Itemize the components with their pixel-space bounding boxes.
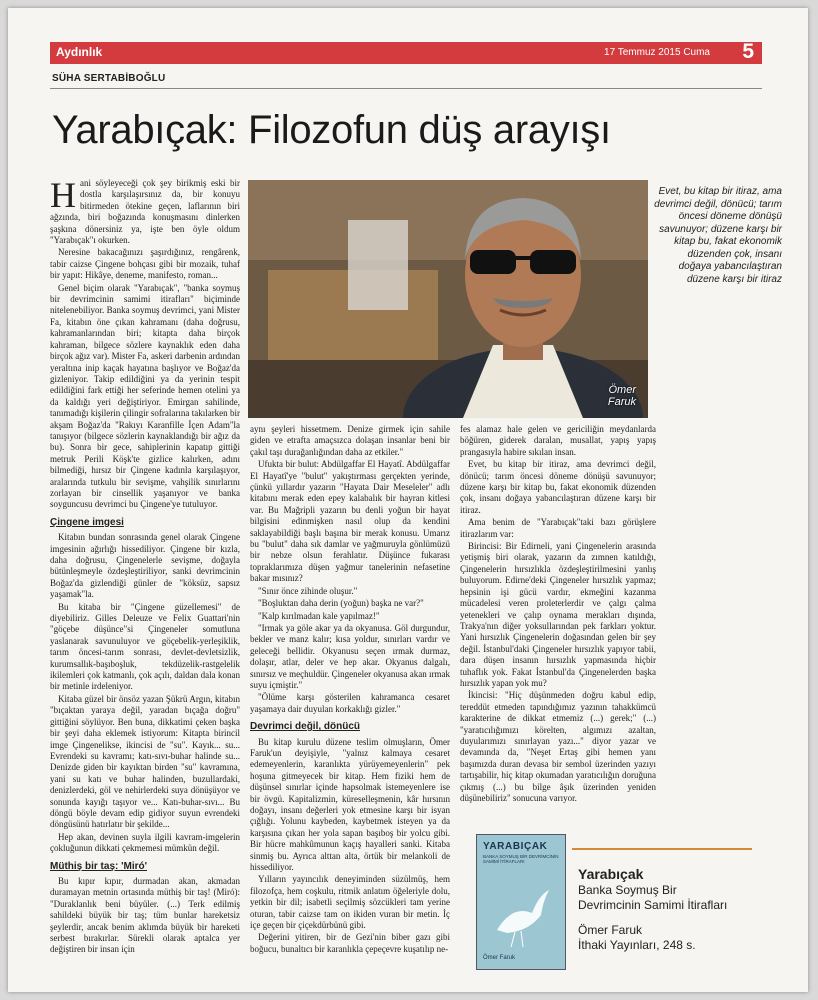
- paragraph: Bu kitap kurulu düzene teslim olmuşların, Ömer Faruk'un deyişiyle, "yalnız kalmaya cesaret edemeyenlerin, karanlıkta yürüyemeyenlerin" pek hoşuna gitmeyecek bir kitap. Hem fiziki hem de düşünsel sınırlar içinde hapsolmak istemeyenlere ise bir övgü. Kapitalizmin, küreselleşmenin, kâr hırsının doğayı, insanı değerleri yok etmesine karşı bir isyan çığlığı. Yolunu kaybeden, kaybetmek isteyen ya da karşısına çıkan her yola sapan başıboş bir yolcu gibi. Bir hücre mahkûmunun kaçış hayalleri sanki. Kitaba sinmiş bu. Ayrıca alttan alta, örtük bir melankoli de hissediliyor.: [250, 736, 450, 873]
- paragraph: "Sınır önce zihinde oluşur.": [258, 585, 358, 596]
- article-headline: Yarabıçak: Filozofun düş arayışı: [52, 108, 611, 152]
- article-column-2: [250, 424, 450, 956]
- paragraph: aynı şeyleri hissetmem. Denize girmek için sahile giden ve etrafta amaçsızca dolaşan insanlar beni bir çakıl taşı durağanlığından daha az etkiler.": [250, 424, 450, 457]
- masthead-bar: [50, 42, 762, 64]
- author-photo: [248, 180, 648, 418]
- paragraph: Neresine bakacağınızı şaşırdığınız, rengârenk, tabir caizse Çingene bohçası gibi bir mozaik, tuhaf bir yapıt: Hikâye, deneme, manifesto, roman...: [50, 247, 240, 281]
- book-details: [578, 866, 727, 953]
- paragraph: "Boşluktan daha derin (yoğun) başka ne var?": [258, 598, 424, 609]
- book-author: Ömer Faruk: [578, 923, 643, 937]
- newspaper-brand: Aydınlık: [56, 45, 103, 59]
- paragraph: Değerini yitiren, bir de Gezi'nin biber gazı gibi boğucu, bunaltıcı bir karanlıkla çepeçevre kuşatılıp ne-: [250, 932, 450, 954]
- paragraph: Genel biçim olarak "Yarabıçak", "banka soymuş bir devrimcinin samimi itirafları" biçiminde nitelenebiliyor. Banka soymuş devrimci, yani Mister Fa, kitabın öne çıkan kahramanı (daha doğrusu, kahramanlarından biri; kitapta daha birçok kahraman, bilgece sözlere kaynaklık eden daha birçok ağız var). Mister Fa, askeri darbenin ardından yeraltına inip kaçak hayatına başlıyor ve Boğaz'da gizleniyor. Takip edildiğini ya da yerinin tespit edildiğini fark ettiği her seferinde hemen otelini ya da kaldığı yeri değiştiriyor. Emirgan sahilinde, tanımadığı kişilerin çilingir sofralarına takılarken bir akşam Boğaz'da "Rakıyı Karanfille İçen Adam"la tanışıyor (bilgece sözlerin kaynaklandığı bir ağız da bu). Sonra bir gece, sahiplerinin kapatıp gittiği metruk Perili Köşk'te gizlice kalırken, adını bilmediği, hırsız bir Çingene kadınla karşılaşıyor, aralarında tutkulu bir sevişme, vahşilik sınırlarını zorlayan bir cinsellik yaşanıyor ve banka soyguncusu devrimci bu Çingene'ye tutuluyor.: [50, 282, 240, 510]
- book-divider: [572, 848, 752, 850]
- subheading: Devrimci değil, dönücü: [250, 721, 361, 733]
- cover-author: Ömer Faruk: [483, 955, 516, 961]
- caption-line: Ömer: [608, 384, 636, 396]
- paragraph: "Kalp kırılmadan kale yapılmaz!": [258, 610, 380, 621]
- article-column-3: [460, 424, 656, 805]
- paragraph: Kitabın bundan sonrasında genel olarak Çingene imgesinin ağırlığı hissediliyor. Çingene bir kızla, daha doğrusu, Çingenelerle sevişme, doğayla bütünleşmeyle özdeşleştiriliyor, sanki devrimcinin Boğaz'da gizlendiği günler de "köksüz, sapsız yaşamak"la.: [50, 532, 240, 600]
- cover-subtitle: BANKA SOYMUŞ BİR DEVRİMCİNİN SAMİMİ İTİRAFLARI: [483, 854, 559, 864]
- book-publisher: İthaki Yayınları, 248 s.: [578, 938, 696, 952]
- paragraph: Bu kitaba bir "Çingene güzellemesi" de diyebiliriz. Gilles Deleuze ve Felix Guattari'nin "göçebe düşünce"si Çingeneler somutluna yaslanarak savunuluyor ve göçebelik-yerleşiklik, tarım öncesi-tarım sonrası, devlet-devletsizlik, kurumsallık-başıboşluk, tekdüzelik-rastgelelik ikilemleri çok katmanlı, çok açılı, daldan dala konan bir metinle irdeleniyor.: [50, 601, 240, 692]
- subheading: Müthiş bir taş: 'Miró': [50, 860, 147, 872]
- paragraph: Bu kıpır kıpır, durmadan akan, akmadan duramayan metnin ortasında müthiş bir taş! (Miró): "Duraklanlık beni büyüler. (...) Terk edilmiş sahildeki büyük bir taş; tüm bunlar hareketsiz şeylerdir, ancak benim aklımda büyük bir hareketi serbest bırakırlar. Sürekli olarak aptalca yer değiştiren bir insan için: [50, 875, 240, 955]
- book-subtitle: Banka Soymuş Bir: [578, 883, 677, 897]
- book-info-box: [476, 834, 776, 984]
- drop-cap: H: [50, 175, 76, 215]
- paragraph: ani söyleyeceği çok şey birikmiş eski bir dostla karşılaşırsınız da, bir konuyu bitirmeden ötekine geçen, laflarının biri ağzında, biri boğazında konuşmasını dinlerken şaşkına dönersiniz ya, işte ben öyle oldum "Yarabıçak"ı okurken.: [50, 178, 240, 246]
- article-column-1: [50, 175, 240, 957]
- portrait-illustration: [248, 180, 648, 418]
- paragraph: Yılların yayıncılık deneyiminden süzülmüş, hem filozofça, hem coşkulu, ritmik anlatım öğeleriyle dolu, yetkin bir dil; isabetli seçilmiş sözcükleri tam yerine oturan, tabir caizse tam on ikiden vuran bir metin. İç içe geçen bir çiçekdürbünü gibi.: [250, 874, 450, 931]
- paragraph: Hep akan, devinen suyla ilgili kavram-imgelerin çokluğunun dikkati çekmemesi mümkün değil.: [50, 831, 240, 854]
- paragraph: Kitaba güzel bir önsöz yazan Şükrü Argın, kitabın "bıçaktan yaraya değil, yaradan bıçağa doğru" gittiğini söylüyor. Ben buna, dikkatimi çeken başka bir şeyi daha eklemek istiyorum: Kitapta birincil imge Çingenelikse, ikincisi de "su". Kayık... su... Evrendeki su kavramı; katı-sıvı-buhar halinde su... Denizde giden bir kayıktan birden "su" kavramına, yani su katı ve buhar halinden, buzullardaki, denizlerdeki, göl ve nehirlerdeki suya dönüşüyor ve sonunda kayığı taşıyor ve... Katı-buhar-sıvı... Bu döngü böyle devam edip gidiyor suyun evrendeki döngüsünü hatırlatır bir şekilde...: [50, 693, 240, 830]
- heron-icon: [477, 835, 565, 969]
- paragraph: Ufukta bir bulut: Abdülgaffar El Hayatî. Abdülgaffar El Hayatî'ye "bulut" yakıştırması gerçekten yerinde, çünkü yıllardır yazarın "Hayata Dair Meseleler" adlı kitabını merak eden epey kalabalık bir hayran kitlesi var. Bu Mağripli yazarın bu denli yoğun bir hayat bilgisini edinmişken nasıl olup da kendini saklayabildiği başlı başına bir merak konusu. Umarız bu "bulut" daha sık damlar ve yağmuruyla gönlümüzü bir nebze olsun ferahlatır. Düşünce fukarası topraklarımıza düşen yağmur tanelerinin nefasetine bakar mısınız?: [250, 459, 450, 584]
- paragraph: Ama benim de "Yarabıçak"taki bazı görüşlere itirazlarım var:: [460, 517, 656, 539]
- paragraph: "Ölüme karşı gösterilen kahramanca cesaret yaşamaya dair duyulan korkaklığı gizler.": [250, 692, 450, 714]
- author-byline: SÜHA SERTABİBOĞLU: [52, 73, 166, 84]
- book-title: Yarabıçak: [578, 866, 644, 882]
- caption-line: Faruk: [607, 396, 636, 408]
- paragraph: Birincisi: Bir Edirneli, yani Çingenelerin arasında yetişmiş biri olarak, yazarın da zımnen katıldığı, Çingenelerin hırsızlıkla özdeşleştirilmesini yanlış buluyorum. Edirne'deki Çingeneler hırsızlık yapmaz; hepsinin işi gücü vardır, ekmeğini kazanma mücadelesi veren proleterlerdir ve çalgı çalma yetenekleri ve çalıp oynama merakları dışında, Trakya'nın diğer yoksullarından pek farkları yoktur. Yani hırsızlık Çingenelerin doğasından gelen bir şey değil. İstanbul'daki Çingeneler hırsızlık yapıyor tabii, dara düşen insanın hırsızlık yapmasında hiçbir tuhaflık yok. Fakat İstanbul'da Çingenelerden başka hırsızlık yapan yok mu?: [460, 541, 656, 688]
- pull-quote: Evet, bu kitap bir itiraz, ama devrimci değil, dönücü; tarım öncesi döneme dönüşü savunuyor; düzene karşı bir kitap bu, fakat ekonomik düzenden çok, insanı doğaya yabancılaştıran düzene karşı bir itiraz: [654, 186, 782, 285]
- newspaper-page: [8, 8, 808, 992]
- cover-title: YARABIÇAK: [483, 841, 548, 852]
- page-number: 5: [742, 40, 754, 63]
- paragraph: "Irmak ya göle akar ya da okyanusa. Göl durgundur, bekler ve manz kalır; kısa yoldur, sınırları vardır ve geleceği bellidir. Okyanusu seçen ırmak durmaz, dolaşır, atlar, deler ve hep akar. Okyanus dalgalı, sınırsız ve meçhuldür. Çingeneler okyanusa akan ırmak suyu içmiştir.": [250, 622, 450, 690]
- paragraph: İkincisi: "Hiç düşünmeden doğru kabul edip, tereddüt etmeden tapındığımız yazının tahakkümcü karakterine de dikkat etmemiz (...) gerek;" (...) "yaratıcılığımızı körelten, algımızı azaltan, duyularımızı sınırlayan yazı..." diyor yazar ve devamında da, "Neşet Ertaş gibi hemen yanı başımızda duran devasa bir sembol üzerinden yazıyı tartışabilir, hiç kitap okumadan yaratıcılığın doruğuna çıkmış (...) bu bilge âşık üzerinden yeniden düşünebiliriz" sonucuna varıyor.: [460, 690, 656, 803]
- issue-date: 17 Temmuz 2015 Cuma: [604, 47, 710, 58]
- photo-caption: [608, 384, 636, 408]
- subheading: Çingene imgesi: [50, 516, 124, 528]
- paragraph: fes alamaz hale gelen ve gericiliğin meydanlarda böğüren, giderek daralan, musallat, yapış yapış prangasıyla habire sıkılan insan.: [460, 424, 656, 457]
- byline-divider: [50, 88, 762, 89]
- book-cover: [476, 834, 566, 970]
- paragraph: Evet, bu kitap bir itiraz, ama devrimci değil, dönücü; tarım öncesi döneme dönüşü savunuyor; düzene karşı bir kitap bu, fakat ekonomik düzenden çok, insanı doğaya yabancılaştıran düzene karşı bir itiraz.: [460, 459, 656, 515]
- book-subtitle: Devrimcinin Samimi İtirafları: [578, 898, 728, 912]
